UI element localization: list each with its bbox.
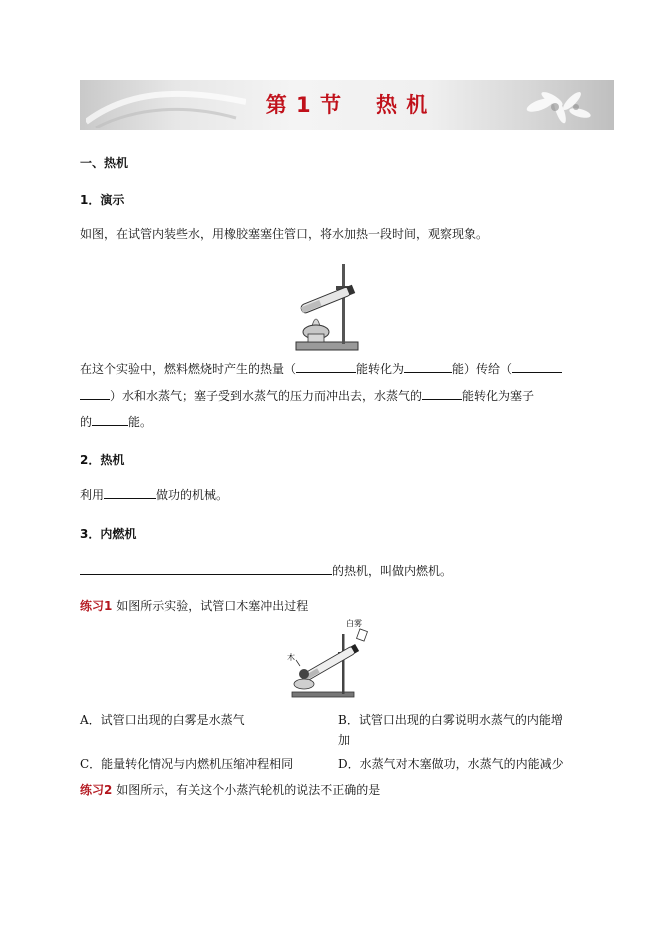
blank-3-cont[interactable]	[80, 387, 110, 400]
demo-text-1b: 能转化为	[356, 362, 405, 376]
section-number: 第 1 节	[265, 93, 342, 117]
demo-text-2a: ）水和水蒸气；塞子受到水蒸气的压力而冲出去，水蒸气的	[110, 389, 423, 403]
subheading-heat-engine: 2．热机	[80, 453, 125, 467]
blank-3[interactable]	[512, 360, 562, 373]
demo-intro-text: 如图，在试管内装些水，用橡胶塞塞住管口，将水加热一段时间，观察现象。	[80, 227, 489, 241]
exercise-1-question	[80, 598, 308, 614]
heat-engine-definition	[80, 486, 228, 503]
subheading-internal-combustion: 3．内燃机	[80, 527, 137, 541]
demo-text-3a: 的	[80, 415, 93, 429]
blank-5[interactable]	[92, 413, 128, 426]
blank-1[interactable]	[296, 360, 356, 373]
fig-label-fog: 白雾	[346, 619, 362, 628]
exercise-1-option-b-cont: 加	[338, 733, 351, 747]
demo-fill-line-2	[80, 387, 534, 404]
exercise-1-text: 如图所示实验，试管口木塞冲出过程	[116, 599, 309, 613]
exercise-2-text: 如图所示，有关这个小蒸汽轮机的说法不正确的是	[116, 783, 381, 797]
exercise-2-question	[80, 782, 380, 798]
ice-text-b: 的热机，叫做内燃机。	[332, 564, 453, 578]
section-heading-heat-engine: 一、热机	[80, 156, 129, 170]
heat-engine-text-b: 做功的机械。	[156, 488, 229, 502]
blank-4[interactable]	[422, 387, 462, 400]
title-banner	[80, 80, 614, 130]
exercise-1-label: 练习1	[80, 599, 113, 613]
exercise-1-option-c[interactable]: C．能量转化情况与内燃机压缩冲程相同	[80, 757, 294, 771]
subheading-demo: 1．演示	[80, 193, 125, 207]
ice-definition	[80, 562, 452, 579]
fig-label-wood: 木	[287, 653, 295, 662]
section-topic: 热 机	[375, 93, 429, 117]
demo-fill-line-1	[80, 360, 562, 377]
demo-text-1c: 能）传给（	[452, 362, 513, 376]
test-tube-apparatus-icon	[290, 260, 370, 356]
demo-fill-line-3	[80, 413, 152, 430]
exercise-1-option-a[interactable]: A．试管口出现的白雾是水蒸气	[80, 713, 245, 727]
exercise-1-option-b[interactable]: B．试管口出现的白雾说明水蒸气的内能增	[338, 713, 563, 727]
heat-engine-text-a: 利用	[80, 488, 105, 502]
demo-text-2b: 能转化为塞子	[462, 389, 535, 403]
exercise-1-figure-icon	[284, 616, 384, 700]
blank-7[interactable]	[80, 562, 332, 575]
demo-text-1a: 在这个实验中，燃料燃烧时产生的热量（	[80, 362, 297, 376]
demo-text-3b: 能。	[128, 415, 153, 429]
blank-2[interactable]	[404, 360, 452, 373]
blank-6[interactable]	[104, 486, 156, 499]
exercise-2-label: 练习2	[80, 783, 113, 797]
exercise-1-option-d[interactable]: D．水蒸气对木塞做功，水蒸气的内能减少	[338, 757, 564, 771]
flower-decoration-icon	[500, 83, 600, 129]
